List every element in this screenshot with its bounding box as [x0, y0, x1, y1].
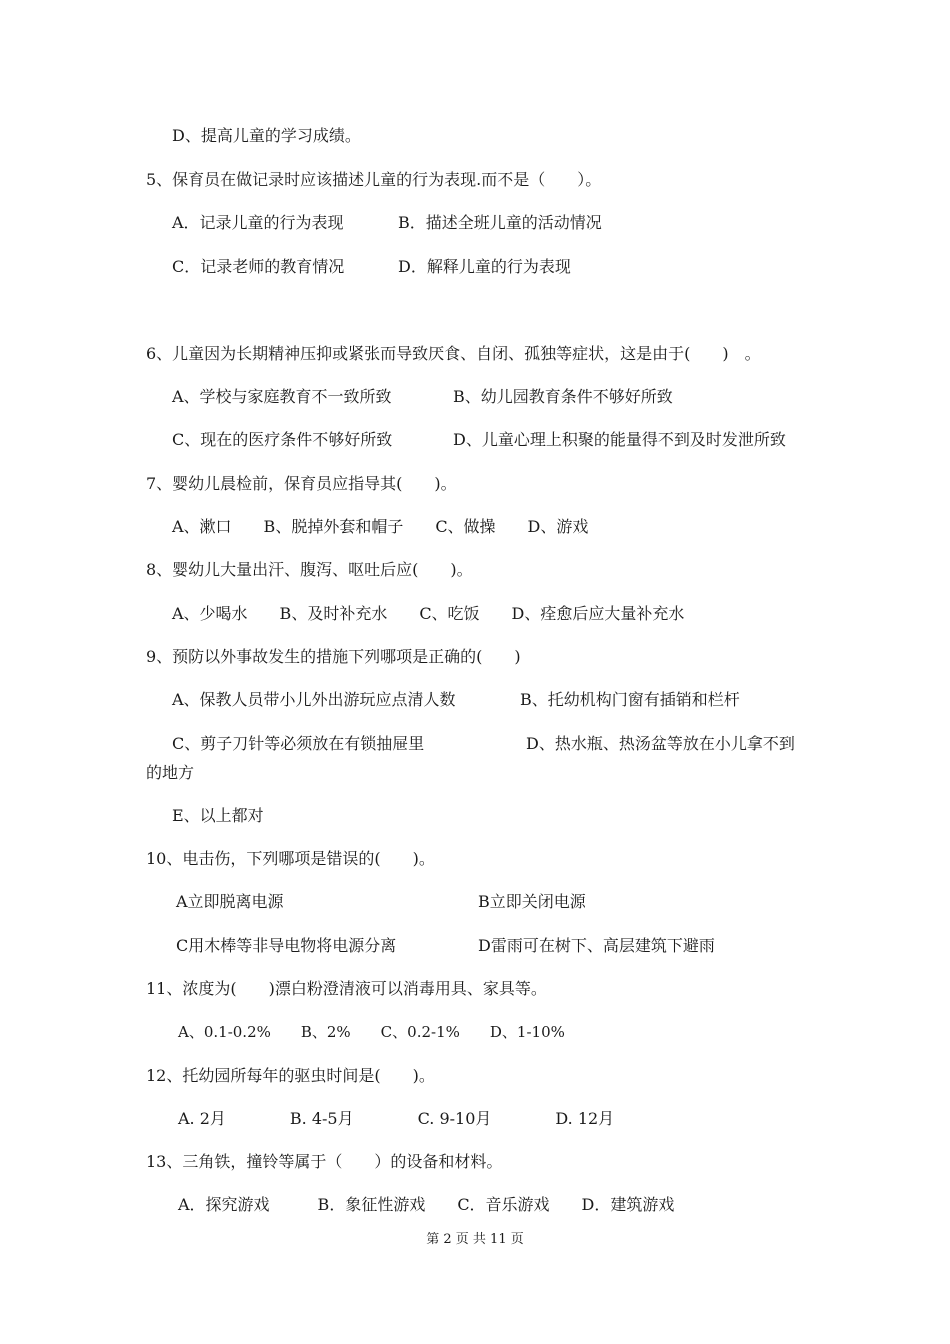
- option-text: C、剪子刀针等必须放在有锁抽屉里: [172, 734, 425, 753]
- option-text: A、0.1-0.2% B、2% C、0.2-1% D、1-10%: [178, 1023, 565, 1041]
- option-text: A、少喝水 B、及时补充水 C、吃饭 D、痊愈后应大量补充水: [172, 604, 685, 623]
- option-text: A．探究游戏 B．象征性游戏 C．音乐游戏 D．建筑游戏: [178, 1195, 675, 1214]
- question-12: 12、托幼园所每年的驱虫时间是( )。: [146, 1066, 435, 1085]
- option-text: C．记录老师的教育情况: [172, 257, 345, 276]
- option-text: B、托幼机构门窗有插销和栏杆: [520, 690, 740, 709]
- question-5: 5、保育员在做记录时应该描述儿童的行为表现.而不是（ ）。: [146, 170, 602, 189]
- option-text: D、热水瓶、热汤盆等放在小儿拿不到: [526, 734, 795, 753]
- option-text: A、学校与家庭教育不一致所致: [172, 387, 392, 406]
- question-13: 13、三角铁，撞铃等属于（ ）的设备和材料。: [146, 1152, 503, 1171]
- option-text: B．描述全班儿童的活动情况: [398, 213, 602, 232]
- option-text: A. 2月 B. 4-5月 C. 9-10月 D. 12月: [178, 1109, 615, 1128]
- option-text: C、现在的医疗条件不够好所致: [172, 430, 393, 449]
- option-text: B、幼儿园教育条件不够好所致: [453, 387, 673, 406]
- option-text: A．记录儿童的行为表现: [172, 213, 344, 232]
- option-text: D、提高儿童的学习成绩。: [172, 126, 361, 145]
- question-7: 7、婴幼儿晨检前，保育员应指导其( )。: [146, 474, 457, 493]
- option-text: E、以上都对: [172, 806, 264, 825]
- question-9: 9、预防以外事故发生的措施下列哪项是正确的( ): [146, 647, 521, 666]
- option-text: C用木棒等非导电物将电源分离: [176, 936, 397, 955]
- option-text: A、保教人员带小儿外出游玩应点清人数: [172, 690, 456, 709]
- option-text: D雷雨可在树下、高层建筑下避雨: [478, 936, 715, 955]
- page-footer: 第 2 页 共 11 页: [426, 1232, 524, 1247]
- question-6: 6、儿童因为长期精神压抑或紧张而导致厌食、自闭、孤独等症状，这是由于( ) 。: [146, 344, 761, 363]
- option-text: B立即关闭电源: [478, 892, 586, 911]
- option-text: D．解释儿童的行为表现: [398, 257, 571, 276]
- question-8: 8、婴幼儿大量出汗、腹泻、呕吐后应( )。: [146, 560, 473, 579]
- question-10: 10、电击伤，下列哪项是错误的( )。: [146, 849, 435, 868]
- option-text: A、漱口 B、脱掉外套和帽子 C、做操 D、游戏: [172, 517, 589, 536]
- option-text: A立即脱离电源: [176, 892, 284, 911]
- option-text-continued: 的地方: [146, 763, 195, 782]
- option-text: D、儿童心理上积聚的能量得不到及时发泄所致: [453, 430, 786, 449]
- question-11: 11、浓度为( )漂白粉澄清液可以消毒用具、家具等。: [146, 979, 547, 998]
